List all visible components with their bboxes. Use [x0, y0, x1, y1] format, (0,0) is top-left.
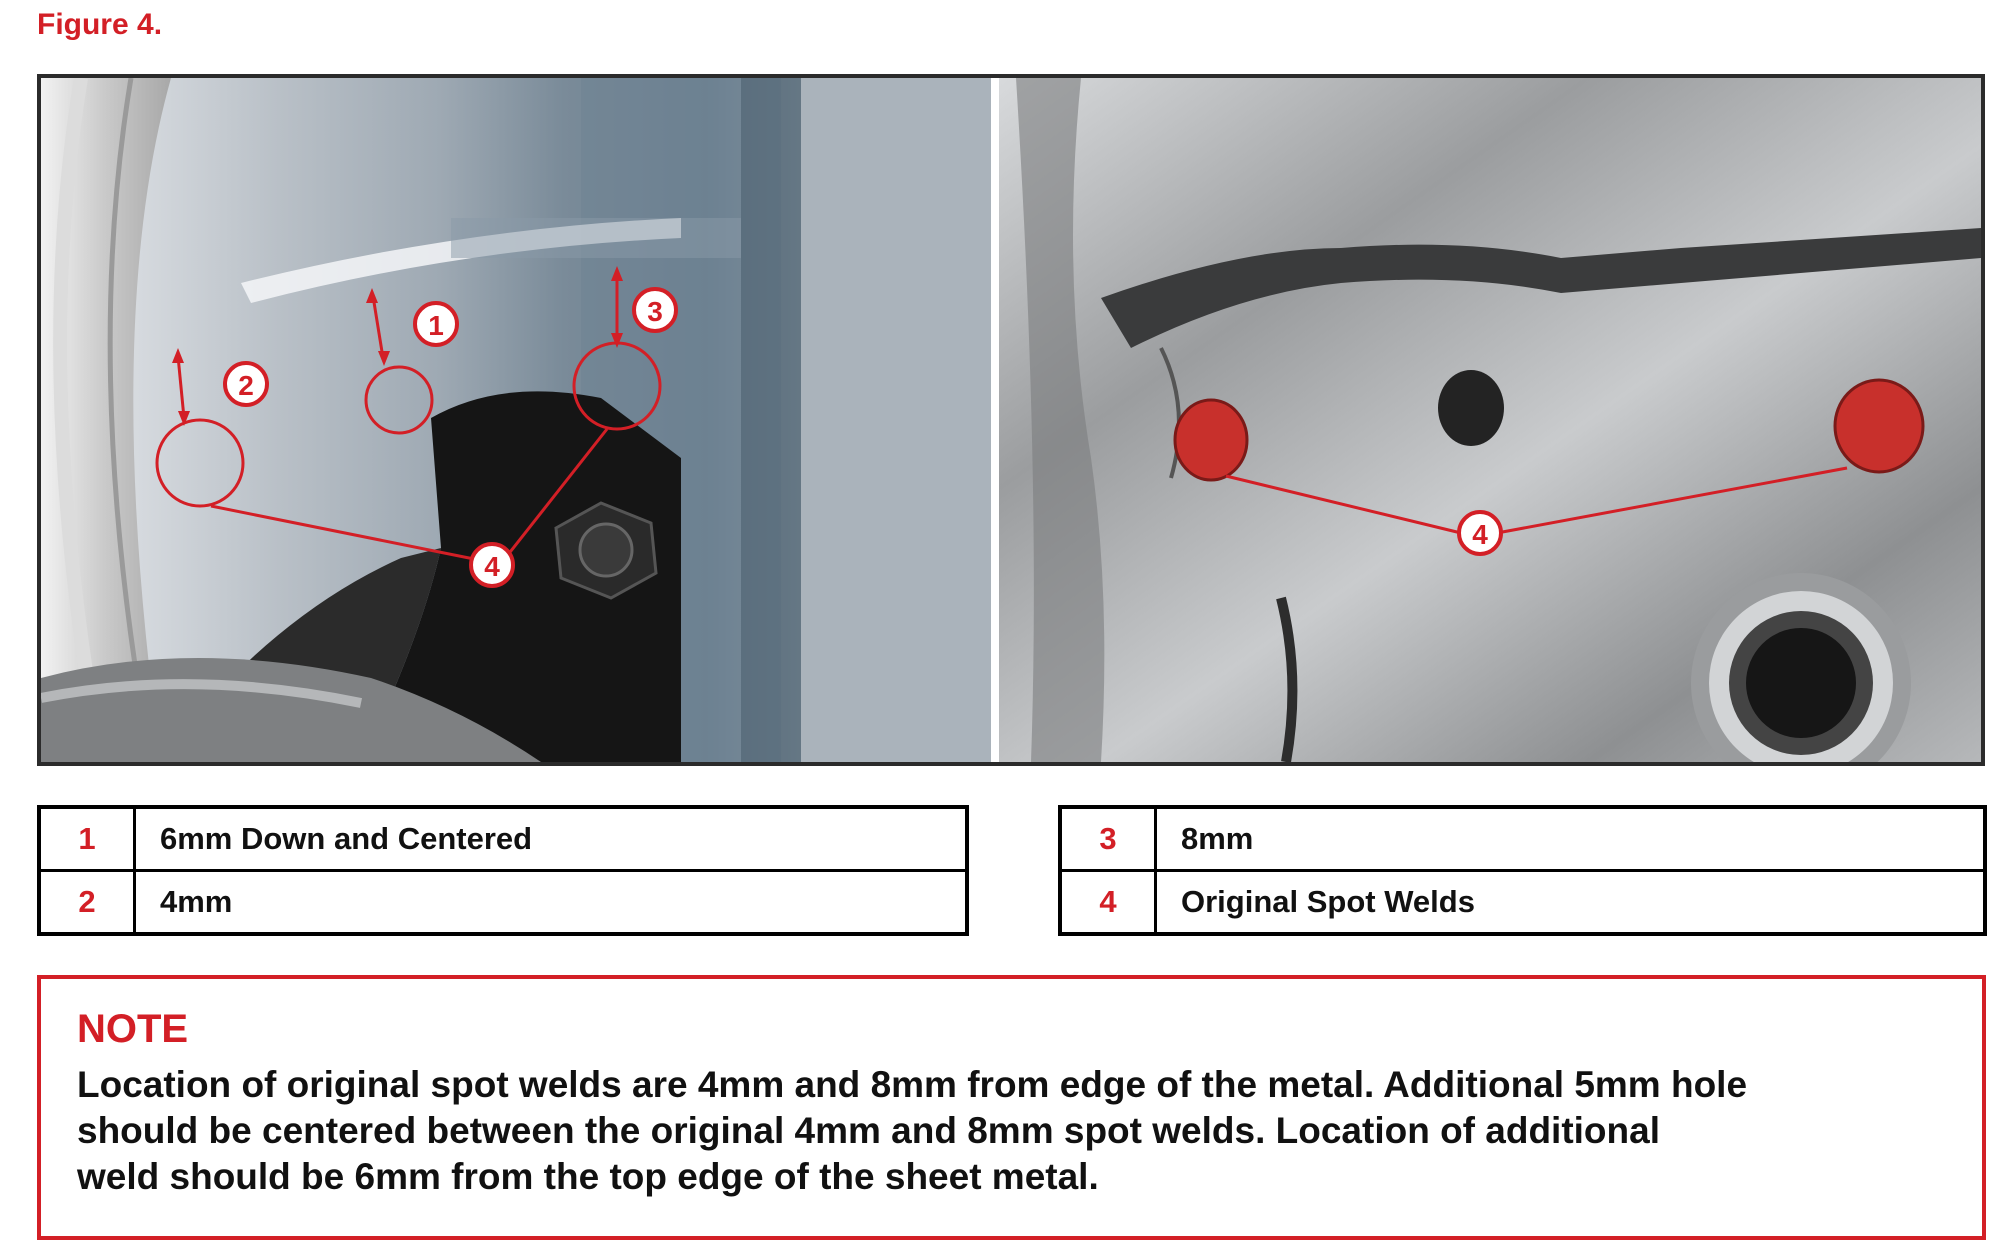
photo-divider: [991, 78, 999, 762]
callout-badge-4-left: [471, 544, 513, 586]
svg-text:4: 4: [484, 551, 500, 582]
legend-table-left: [37, 805, 969, 936]
callout-badge-1: [415, 303, 457, 345]
svg-text:2: 2: [238, 370, 254, 401]
figure-title: Figure 4.: [37, 8, 163, 41]
callout-badge-2: [225, 363, 267, 405]
legend-number: 4: [1060, 871, 1156, 935]
callout-badge-3: [634, 289, 676, 331]
legend-text: 6mm Down and Centered: [135, 807, 968, 871]
legend-text: 4mm: [135, 871, 968, 935]
note-line: weld should be 6mm from the top edge of the sheet metal.: [77, 1156, 1099, 1197]
svg-text:1: 1: [428, 310, 444, 341]
callout-badge-4-right: [1459, 512, 1501, 554]
note-box: [37, 975, 1986, 1240]
legend-number: 1: [39, 807, 135, 871]
note-line: should be centered between the original 4mm and 8mm spot welds. Location of additional: [77, 1110, 1660, 1151]
legend-row: [1060, 871, 1985, 935]
legend-text: 8mm: [1156, 807, 1986, 871]
svg-text:4: 4: [1472, 519, 1488, 550]
legend-row: [39, 871, 967, 935]
legend-text: Original Spot Welds: [1156, 871, 1986, 935]
legend-row: [39, 807, 967, 871]
note-body: [77, 1062, 1946, 1200]
legend-number: 2: [39, 871, 135, 935]
note-line: Location of original spot welds are 4mm and 8mm from edge of the metal. Additional 5mm hole: [77, 1064, 1748, 1105]
note-title: NOTE: [77, 1007, 189, 1051]
photo-panel: [37, 74, 1985, 766]
right-photo: [999, 78, 1981, 762]
svg-text:3: 3: [647, 296, 663, 327]
legend-row: [1060, 807, 1985, 871]
legend-number: 3: [1060, 807, 1156, 871]
legend-table-right: [1058, 805, 1987, 936]
